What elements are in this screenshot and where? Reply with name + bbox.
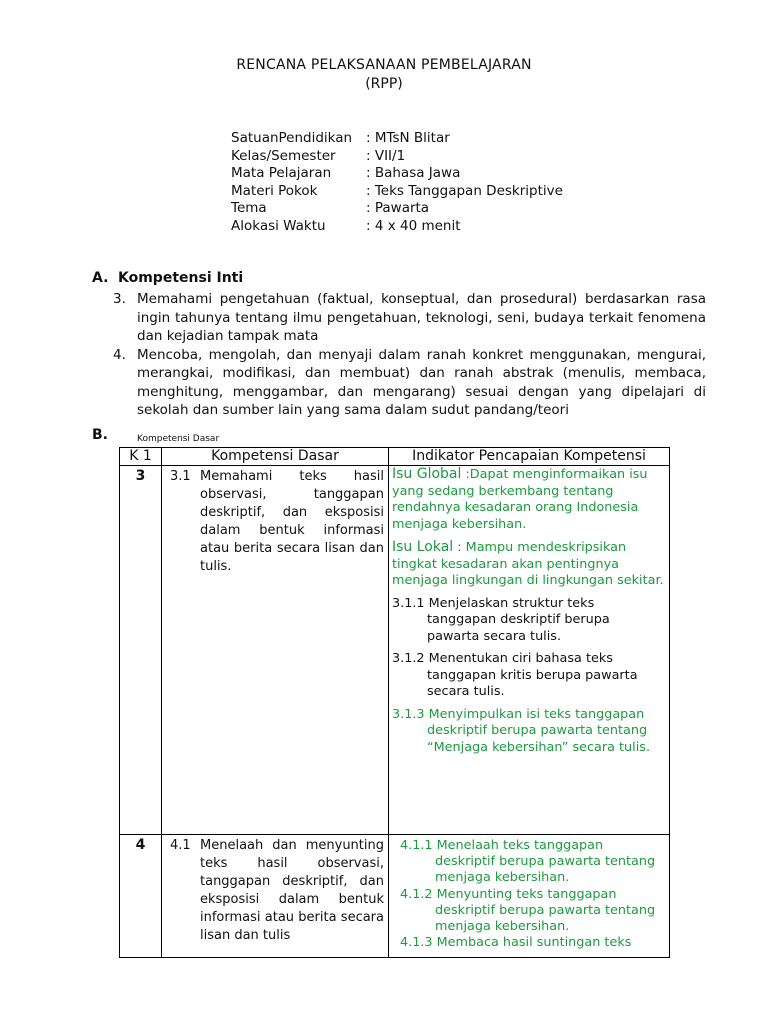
meta-value: : 4 x 40 menit bbox=[366, 217, 461, 234]
meta-label: Tema bbox=[231, 200, 267, 216]
meta-row-materi bbox=[231, 183, 563, 201]
isu-global-text: :Dapat menginformaikan isu yang sedang berkembang tentang rendahnya kesadaran orang Indonesia menjaga kebersihan. bbox=[392, 467, 648, 532]
meta-value: : Teks Tanggapan Deskriptive bbox=[366, 182, 563, 199]
indicator-4-1-2: 4.1.2 Menyunting teks tanggapan deskriptif berupa pawarta tentang menjaga kebersihan. bbox=[400, 886, 656, 935]
ki-cell bbox=[120, 466, 162, 835]
meta-label: Mata Pelajaran bbox=[231, 165, 332, 181]
kd-number: 3.1 bbox=[170, 469, 191, 484]
list-item bbox=[113, 290, 706, 346]
table-header-cell: Kompetensi Dasar bbox=[162, 448, 389, 466]
document-subtitle: (RPP) bbox=[365, 76, 403, 92]
table-header-cell: Indikator Pencapaian Kompetensi bbox=[389, 448, 670, 466]
table-header-row bbox=[120, 448, 670, 466]
ki-cell bbox=[120, 835, 162, 958]
kompetensi-inti-list bbox=[113, 290, 706, 420]
ki-number: 4 bbox=[135, 837, 146, 853]
section-a-heading bbox=[92, 270, 243, 286]
meta-value: : MTsN Blitar bbox=[366, 130, 450, 146]
section-b-heading: B. bbox=[92, 427, 108, 443]
kd-number: 4.1 bbox=[170, 838, 191, 853]
meta-row-satuan bbox=[231, 130, 563, 148]
section-title: Kompetensi Inti bbox=[118, 270, 244, 286]
indicator-cell bbox=[389, 466, 670, 835]
indicator-4-1-3: 4.1.3 Membaca hasil suntingan teks bbox=[400, 935, 632, 951]
list-item bbox=[113, 346, 706, 420]
indicator-cell bbox=[389, 835, 670, 958]
list-text: Mencoba, mengolah, dan menyaji dalam ranah konkret menggunakan, mengurai, merangkai, modifikasi, dan membuat) dan ranah abstrak (menulis, membaca, menghitung, menggambar, dan mengarang) sesuai dengan yang dipelajari di sekolah dan sumber lain yang sama dalam sudut pandang/teori bbox=[137, 346, 706, 418]
indicator-3-1-1: 3.1.1 Menjelaskan struktur teks tanggapan deskriptif berupa pawarta secara tulis. bbox=[392, 595, 610, 644]
meta-value: : VII/1 bbox=[366, 147, 406, 164]
indicator-3-1-3: 3.1.3 Menyimpulkan isi teks tanggapan deskriptif berupa pawarta tentang “Menjaga kebersihan” secara tulis. bbox=[392, 706, 651, 755]
meta-value: : Pawarta bbox=[366, 200, 430, 216]
meta-value: : Bahasa Jawa bbox=[366, 165, 461, 181]
list-text: Memahami pengetahuan (faktual, konseptual, dan prosedural) berdasarkan rasa ingin tahunya tentang ilmu pengetahuan, teknologi, seni, budaya terkait fenomena dan kejadian tampak mata bbox=[137, 291, 706, 344]
document-title: RENCANA PELAKSANAAN PEMBELAJARAN bbox=[236, 57, 532, 73]
isu-lokal-label: Isu Lokal bbox=[392, 539, 454, 555]
indicator-3-1-2: 3.1.2 Menentukan ciri bahasa teks tanggapan kritis berupa pawarta secara tulis. bbox=[392, 651, 638, 699]
kd-text: Menelaah dan menyunting teks hasil observasi, tanggapan deskriptif, dan eksposisi dalam bentuk informasi atau berita secara lisan dan tulis bbox=[200, 838, 384, 943]
kd-cell bbox=[162, 466, 389, 835]
meta-label: Alokasi Waktu bbox=[231, 217, 326, 234]
isu-lokal bbox=[392, 539, 665, 590]
ki-number: 3 bbox=[135, 468, 146, 484]
kd-text: Memahami teks hasil observasi, tanggapan deskriptif, dan eksposisi dalam bentuk informasi atau berita secara lisan dan tulis. bbox=[200, 469, 384, 574]
isu-global-label: Isu Global bbox=[392, 466, 462, 482]
meta-row-alokasi bbox=[231, 218, 563, 236]
section-letter: A. bbox=[92, 270, 109, 286]
section-b-caption: Kompetensi Dasar bbox=[137, 434, 220, 444]
table-header-cell: K 1 bbox=[120, 448, 162, 466]
kd-cell bbox=[162, 835, 389, 958]
meta-row-mapel bbox=[231, 165, 563, 183]
list-number: 3. bbox=[113, 291, 126, 307]
kompetensi-dasar-table bbox=[119, 447, 670, 958]
meta-label: Kelas/Semester bbox=[231, 147, 336, 164]
list-number: 4. bbox=[113, 346, 126, 363]
meta-label: SatuanPendidikan bbox=[231, 130, 353, 146]
isu-global bbox=[392, 466, 665, 533]
table-row bbox=[120, 466, 670, 835]
table-row bbox=[120, 835, 670, 958]
meta-row-tema bbox=[231, 200, 563, 218]
meta-row-kelas bbox=[231, 148, 563, 166]
isu-lokal-text: : Mampu mendeskripsikan tingkat kesadaran akan pentingnya menjaga lingkungan di lingkungan sekitar. bbox=[392, 540, 664, 588]
identity-block bbox=[231, 130, 563, 235]
indicator-4-1-1: 4.1.1 Menelaah teks tanggapan deskriptif berupa pawarta tentang menjaga kebersihan. bbox=[400, 838, 656, 886]
meta-label: Materi Pokok bbox=[231, 182, 318, 199]
